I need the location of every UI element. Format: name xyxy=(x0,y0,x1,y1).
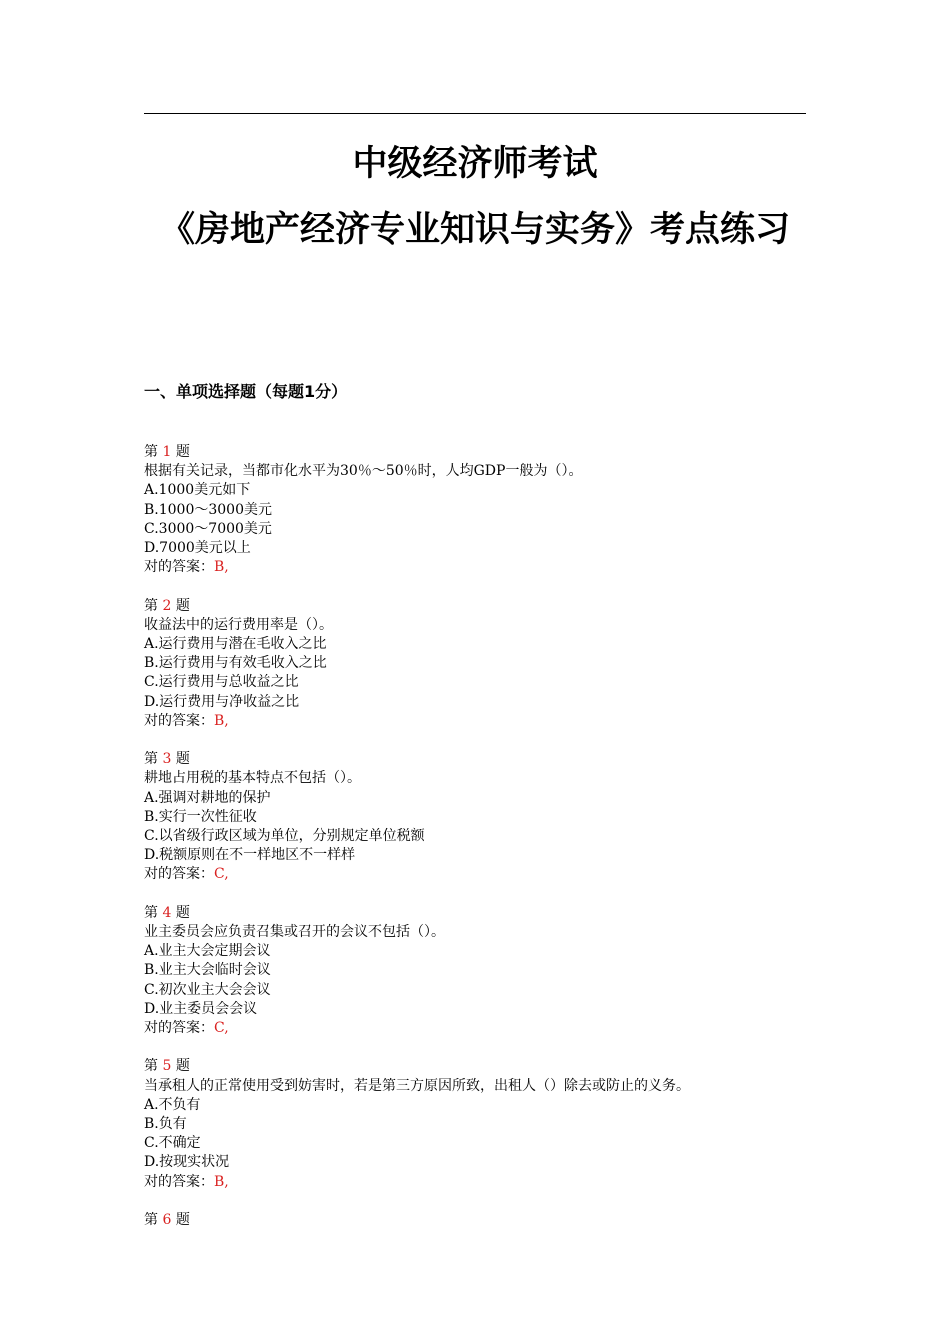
question-block xyxy=(144,750,844,884)
question-list xyxy=(144,443,844,1249)
question-prefix: 第 xyxy=(144,1058,163,1075)
answer-value: B, xyxy=(214,712,229,729)
question-answer xyxy=(144,712,844,731)
answer-value: C, xyxy=(214,866,229,883)
question-option: C.初次业主大会会议 xyxy=(144,981,271,998)
section-heading: 一、单项选择题（每题1分） xyxy=(144,382,348,401)
question-num: 1 xyxy=(162,444,172,460)
question-suffix: 题 xyxy=(171,1058,190,1075)
question-option: C.3000～7000美元 xyxy=(144,520,272,537)
answer-value: B, xyxy=(214,559,229,576)
question-block xyxy=(144,904,844,1038)
question-number xyxy=(144,1211,844,1230)
question-suffix: 题 xyxy=(171,1212,190,1229)
question-suffix: 题 xyxy=(171,904,190,921)
question-option: D.7000美元以上 xyxy=(144,540,251,557)
question-prefix: 第 xyxy=(144,444,163,460)
answer-label: 对的答案： xyxy=(144,559,214,576)
answer-label: 对的答案： xyxy=(144,1020,214,1037)
question-stem: 根据有关记录，当都市化水平为30％～50％时，人均GDP一般为（）。 xyxy=(144,463,583,480)
question-option: B.业主大会临时会议 xyxy=(144,962,271,979)
question-answer xyxy=(144,558,844,577)
question-option: C.运行费用与总收益之比 xyxy=(144,674,299,691)
question-option: D.税额原则在不一样地区不一样样 xyxy=(144,847,356,864)
question-option: D.按现实状况 xyxy=(144,1154,230,1171)
question-prefix: 第 xyxy=(144,597,163,614)
question-number xyxy=(144,904,844,923)
answer-value: C, xyxy=(214,1020,229,1037)
answer-label: 对的答案： xyxy=(144,1173,214,1190)
question-stem: 业主委员会应负责召集或召开的会议不包括（）。 xyxy=(144,924,445,941)
question-option: D.运行费用与净收益之比 xyxy=(144,693,300,710)
question-num: 3 xyxy=(162,751,172,768)
question-stem: 当承租人的正常使用受到妨害时，若是第三方原因所致，出租人（）除去或防止的义务。 xyxy=(144,1077,690,1094)
doc-title-line1: 中级经济师考试 xyxy=(352,144,598,184)
question-option: B.运行费用与有效毛收入之比 xyxy=(144,655,327,672)
question-num: 5 xyxy=(162,1058,172,1075)
question-suffix: 题 xyxy=(171,751,190,768)
question-option: B.负有 xyxy=(144,1116,187,1133)
question-answer xyxy=(144,1019,844,1038)
question-option: A.1000美元如下 xyxy=(144,482,251,499)
question-number xyxy=(144,443,844,462)
question-answer xyxy=(144,1173,844,1192)
header-rule xyxy=(144,113,806,114)
question-block xyxy=(144,1211,844,1230)
question-option: A.不负有 xyxy=(144,1096,201,1113)
question-option: A.强调对耕地的保护 xyxy=(144,789,271,806)
question-number xyxy=(144,750,844,769)
answer-label: 对的答案： xyxy=(144,712,214,729)
question-option: B.1000～3000美元 xyxy=(144,501,272,518)
question-option: A.运行费用与潜在毛收入之比 xyxy=(144,636,327,653)
question-prefix: 第 xyxy=(144,904,163,921)
question-answer xyxy=(144,865,844,884)
question-number xyxy=(144,1057,844,1076)
question-block xyxy=(144,1057,844,1191)
question-num: 4 xyxy=(162,904,172,921)
question-num: 2 xyxy=(162,597,172,614)
question-stem: 耕地占用税的基本特点不包括（）。 xyxy=(144,770,361,787)
answer-label: 对的答案： xyxy=(144,866,214,883)
question-block xyxy=(144,597,844,731)
question-stem: 收益法中的运行费用率是（）。 xyxy=(144,616,333,633)
question-option: D.业主委员会会议 xyxy=(144,1000,258,1017)
question-num: 6 xyxy=(162,1212,172,1229)
question-option: C.以省级行政区域为单位，分别规定单位税额 xyxy=(144,828,425,845)
question-number xyxy=(144,597,844,616)
answer-value: B, xyxy=(214,1173,229,1190)
question-block xyxy=(144,443,844,577)
question-suffix: 题 xyxy=(171,444,190,460)
question-option: A.业主大会定期会议 xyxy=(144,943,271,960)
doc-title-line2: 《房地产经济专业知识与实务》考点练习 xyxy=(159,210,790,250)
question-suffix: 题 xyxy=(171,597,190,614)
question-option: B.实行一次性征收 xyxy=(144,808,257,825)
question-prefix: 第 xyxy=(144,1212,163,1229)
question-option: C.不确定 xyxy=(144,1135,201,1152)
question-prefix: 第 xyxy=(144,751,163,768)
